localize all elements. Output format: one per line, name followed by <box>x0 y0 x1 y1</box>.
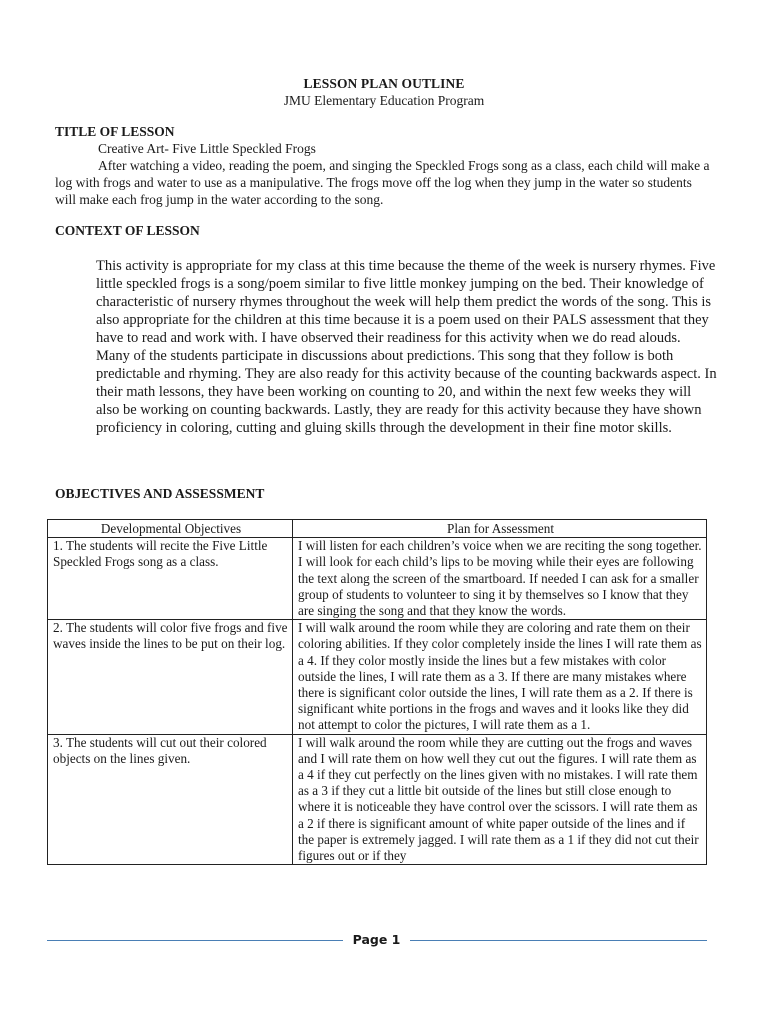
assessment-cell: I will walk around the room while they are cutting out the frogs and waves and I will rate them on how well they cut out the figures. I will rate them as a 4 if they cut perfectly on the lines given with no mistakes. I will rate them as a 3 if they cut a little bit outside of the lines but still close enough to where it is noticeable they have control over the scissors. I will rate them as a 2 if there is significant amount of white paper outside of the lines and if the paper is extremely jagged. I will rate them as a 1 if they did not cut their figures out or if they <box>293 734 707 865</box>
lesson-summary: After watching a video, reading the poem, and singing the Speckled Frogs song as a class, each child will make a log with frogs and water to use as a manipulative. The frogs move off the log when they jump in the water so students will make each frog jump in the water according to the song. <box>55 158 710 207</box>
footer-rule-right <box>410 940 707 941</box>
objective-cell: 2. The students will color five frogs and five waves inside the lines to be put on their log. <box>48 620 293 734</box>
assessment-cell: I will listen for each children’s voice when we are reciting the song together. I will look for each child’s lips to be moving while their eyes are following the text along the screen of the smartboard. If needed I can ask for a smaller group of students to volunteer to sing it by themselves so I know that they are singing the song and that they know the words. <box>293 538 707 620</box>
context-of-lesson-heading: CONTEXT OF LESSON <box>55 223 200 238</box>
objectives-and-assessment-heading: OBJECTIVES AND ASSESSMENT <box>55 486 265 501</box>
table-row <box>48 620 707 734</box>
table-row <box>48 538 707 620</box>
title-of-lesson-heading: TITLE OF LESSON <box>55 124 175 139</box>
table-header-row <box>48 520 707 538</box>
lesson-name: Creative Art- Five Little Speckled Frogs <box>98 141 316 156</box>
column-header-objectives: Developmental Objectives <box>48 520 293 538</box>
objectives-table <box>47 519 707 865</box>
table-row <box>48 734 707 865</box>
objective-cell: 3. The students will cut out their colored objects on the lines given. <box>48 734 293 865</box>
objective-cell: 1. The students will recite the Five Little Speckled Frogs song as a class. <box>48 538 293 620</box>
footer-rule-left <box>47 940 343 941</box>
page-number: Page 1 <box>352 932 401 947</box>
context-paragraph: This activity is appropriate for my class at this time because the theme of the week is nursery rhymes. Five little speckled frogs is a song/poem similar to five little monkey jumping on the bed. Their knowledge of characteristic of nursery rhymes throughout the week will help them predict the words of the song. This is also appropriate for the children at this time because it is a poem used on their PALS assessment that they have to read and work with. I have observed their readiness for this activity when we do read alouds. Many of the students participate in discussions about predictions. This song that they follow is both predictable and rhyming. They are also ready for this activity because of the counting backwards aspect. In their math lessons, they have been working on counting to 20, and within the next few weeks they will also be working on counting backwards. Lastly, they are ready for this activity because they have shown proficiency in coloring, cutting and gluing skills through the development in their fine motor skills. <box>96 258 717 436</box>
assessment-cell: I will walk around the room while they are coloring and rate them on their coloring abilities. If they color completely inside the lines I will rate them as a 4. If they color mostly inside the lines but a few mistakes with color outside the lines, I will rate them as a 3. If there are many mistakes where there is significant color outside the lines, I will rate them as a 2. If there is significant white portions in the frogs and waves and it looks like they did not attempt to color the pictures, I will rate them as a 1. <box>293 620 707 734</box>
column-header-assessment: Plan for Assessment <box>293 520 707 538</box>
document-title: LESSON PLAN OUTLINE <box>303 76 465 91</box>
document-subtitle: JMU Elementary Education Program <box>283 93 485 108</box>
